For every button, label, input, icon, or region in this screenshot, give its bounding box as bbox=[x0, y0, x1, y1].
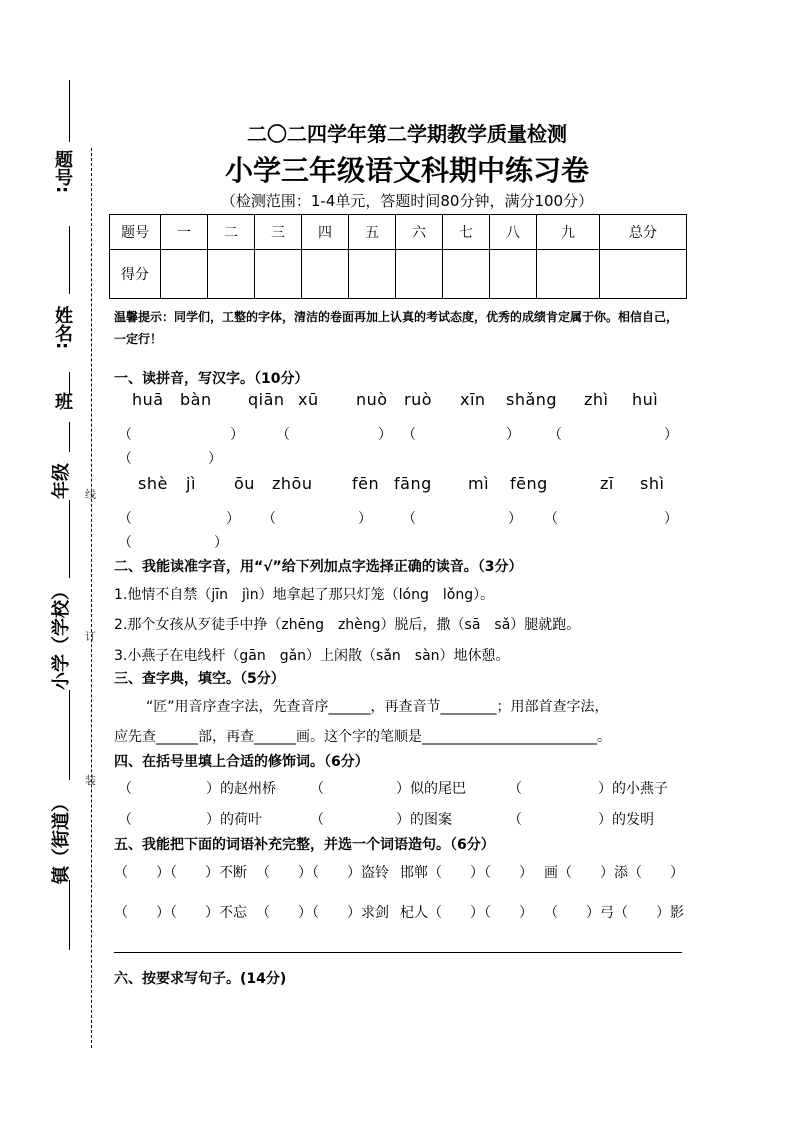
paren-open: （ bbox=[508, 812, 522, 828]
pinyin: mì bbox=[468, 474, 490, 493]
paren-open: （ bbox=[118, 427, 132, 443]
paren-open: （ bbox=[118, 535, 132, 551]
score-cell[interactable] bbox=[396, 250, 443, 299]
score-cell[interactable] bbox=[443, 250, 490, 299]
paren-close: ） bbox=[508, 511, 522, 527]
paren-close: ） bbox=[664, 511, 678, 527]
idiom-item: （ ）（ ）不忘 bbox=[114, 905, 247, 921]
section3-line-2: 应先查______部，再查______画。这个字的笔顺是_________________________。 bbox=[114, 729, 611, 745]
paren-close: ） bbox=[208, 451, 222, 467]
paren-close: ） bbox=[230, 427, 244, 443]
binding-mark-ding: 订 bbox=[85, 630, 96, 643]
paren-open: （ bbox=[118, 812, 132, 828]
town-label: 镇（街道） bbox=[51, 794, 72, 884]
binding-dashed-line bbox=[91, 148, 92, 1048]
paren-close: ） bbox=[378, 427, 392, 443]
pinyin: huā bbox=[132, 390, 164, 409]
name-label: 姓名: bbox=[52, 306, 73, 350]
modifier-item: ）似的尾巴 bbox=[396, 781, 466, 797]
modifier-item: ）的荷叶 bbox=[206, 812, 262, 828]
exam-title-main: 小学三年级语文科期中练习卷 bbox=[224, 154, 589, 187]
paren-close: ） bbox=[214, 535, 228, 551]
pinyin: ōu bbox=[234, 474, 255, 493]
section2-title: 二、我能读准字音，用“√”给下列加点字选择正确的读音。（3分） bbox=[114, 559, 523, 575]
score-head-cell: 五 bbox=[349, 215, 396, 250]
class-label: 班 bbox=[52, 392, 73, 410]
score-head-cell: 九 bbox=[537, 215, 600, 250]
idiom-item: （ ）（ ）不断 bbox=[114, 865, 247, 881]
pinyin: fēn bbox=[352, 474, 380, 493]
exam-scope: （检测范围：1-4单元，答题时间80分钟，满分100分） bbox=[220, 192, 594, 210]
score-cell[interactable] bbox=[255, 250, 302, 299]
pinyin: fāng bbox=[394, 474, 432, 493]
pinyin: jì bbox=[186, 474, 196, 493]
modifier-item: ）的小燕子 bbox=[598, 781, 668, 797]
pinyin: huì bbox=[632, 390, 659, 409]
paren-open: （ bbox=[310, 812, 324, 828]
pinyin: qiān bbox=[248, 390, 285, 409]
question-number-label: 题号: bbox=[52, 150, 73, 194]
binding-mark-zhuang: 装 bbox=[85, 774, 96, 787]
binding-line-2 bbox=[69, 226, 70, 294]
school-label: 小学（学校） bbox=[51, 582, 72, 690]
idiom-item: 杞人（ ）（ ） bbox=[400, 905, 533, 921]
paren-close: ） bbox=[226, 511, 240, 527]
pinyin: xū bbox=[298, 390, 319, 409]
pinyin: bàn bbox=[180, 390, 212, 409]
score-head-cell: 二 bbox=[208, 215, 255, 250]
section5-title: 五、我能把下面的词语补充完整，并选一个词语造句。（6分） bbox=[114, 837, 495, 853]
pinyin: zī bbox=[600, 474, 614, 493]
score-cell[interactable] bbox=[600, 250, 687, 299]
section2-item-3: 3.小燕子在电线杆（gān gǎn）上闲散（sǎn sàn）地休憩。 bbox=[114, 648, 510, 664]
pinyin: shì bbox=[640, 474, 665, 493]
idiom-item: 邯郸（ ）（ ） bbox=[400, 865, 533, 881]
idiom-item: （ ）（ ）盗铃 bbox=[256, 865, 389, 881]
score-head-cell: 题号 bbox=[110, 215, 161, 250]
paren-open: （ bbox=[544, 511, 558, 527]
paren-open: （ bbox=[118, 451, 132, 467]
score-head-cell: 三 bbox=[255, 215, 302, 250]
section2-item-1: 1.他情不自禁（jīn jìn）地拿起了那只灯笼（lóng lǒng）。 bbox=[114, 587, 495, 603]
binding-line-5 bbox=[69, 500, 70, 578]
tip-text: 温馨提示：同学们，工整的字体，清洁的卷面再加上认真的考试态度，优秀的成绩肯定属于你。相信自己，一定行！ bbox=[114, 310, 679, 346]
modifier-item: ）的发明 bbox=[598, 812, 654, 828]
score-head-cell: 七 bbox=[443, 215, 490, 250]
paren-open: （ bbox=[548, 427, 562, 443]
section4-title: 四、在括号里填上合适的修饰词。（6分） bbox=[114, 754, 369, 770]
score-cell[interactable] bbox=[349, 250, 396, 299]
paren-open: （ bbox=[262, 511, 276, 527]
pinyin: xīn bbox=[460, 390, 486, 409]
pinyin: ruò bbox=[404, 390, 433, 409]
binding-mark-xian: 线 bbox=[85, 488, 96, 501]
score-head-cell: 一 bbox=[161, 215, 208, 250]
binding-line-7 bbox=[69, 880, 70, 950]
paren-open: （ bbox=[276, 427, 290, 443]
score-table-header-row bbox=[110, 215, 687, 250]
score-table bbox=[109, 214, 687, 299]
paren-open: （ bbox=[310, 781, 324, 797]
pinyin: nuò bbox=[356, 390, 388, 409]
score-cell[interactable] bbox=[537, 250, 600, 299]
modifier-item: ）的赵州桥 bbox=[206, 781, 276, 797]
paren-open: （ bbox=[118, 781, 132, 797]
idiom-item: （ ）（ ）求剑 bbox=[256, 905, 389, 921]
score-head-cell: 六 bbox=[396, 215, 443, 250]
paren-close: ） bbox=[358, 511, 372, 527]
section1-title: 一、读拼音，写汉字。（10分） bbox=[114, 371, 309, 387]
pinyin: zhōu bbox=[272, 474, 313, 493]
binding-line-4 bbox=[69, 422, 70, 452]
paren-close: ） bbox=[506, 427, 520, 443]
pinyin: shǎng bbox=[506, 390, 558, 409]
binding-line-6 bbox=[69, 690, 70, 780]
score-cell[interactable] bbox=[302, 250, 349, 299]
paren-open: （ bbox=[402, 427, 416, 443]
pinyin: fēng bbox=[510, 474, 548, 493]
score-cell[interactable] bbox=[208, 250, 255, 299]
sentence-write-line[interactable] bbox=[114, 952, 682, 953]
binding-line-3 bbox=[69, 372, 70, 394]
idiom-item: （ ）弓（ ）影 bbox=[544, 905, 684, 921]
modifier-item: ）的图案 bbox=[396, 812, 452, 828]
score-head-cell: 总分 bbox=[600, 215, 687, 250]
score-head-cell: 八 bbox=[490, 215, 537, 250]
paren-close: ） bbox=[664, 427, 678, 443]
score-cell[interactable] bbox=[490, 250, 537, 299]
score-table-score-row bbox=[110, 250, 687, 299]
paren-open: （ bbox=[508, 781, 522, 797]
exam-title-line1: 二〇二四学年第二学期教学质量检测 bbox=[247, 122, 567, 146]
section6-title: 六、按要求写句子。(14分) bbox=[114, 971, 287, 987]
score-cell[interactable] bbox=[161, 250, 208, 299]
section3-title: 三、查字典，填空。（5分） bbox=[114, 671, 285, 687]
paren-open: （ bbox=[402, 511, 416, 527]
score-row-label: 得分 bbox=[110, 250, 161, 299]
grade-label: 年级 bbox=[51, 463, 72, 499]
score-head-cell: 四 bbox=[302, 215, 349, 250]
paren-open: （ bbox=[118, 511, 132, 527]
pinyin: zhì bbox=[584, 390, 609, 409]
idiom-item: 画（ ）添（ ） bbox=[544, 865, 684, 881]
pinyin: shè bbox=[138, 474, 168, 493]
section2-item-2: 2.那个女孩从歹徒手中挣（zhēng zhèng）脱后，撒（sā sǎ）腿就跑。 bbox=[114, 617, 581, 633]
section3-line-1: “匠”用音序查字法，先查音序______，再查音节________；用部首查字法， bbox=[146, 699, 609, 715]
